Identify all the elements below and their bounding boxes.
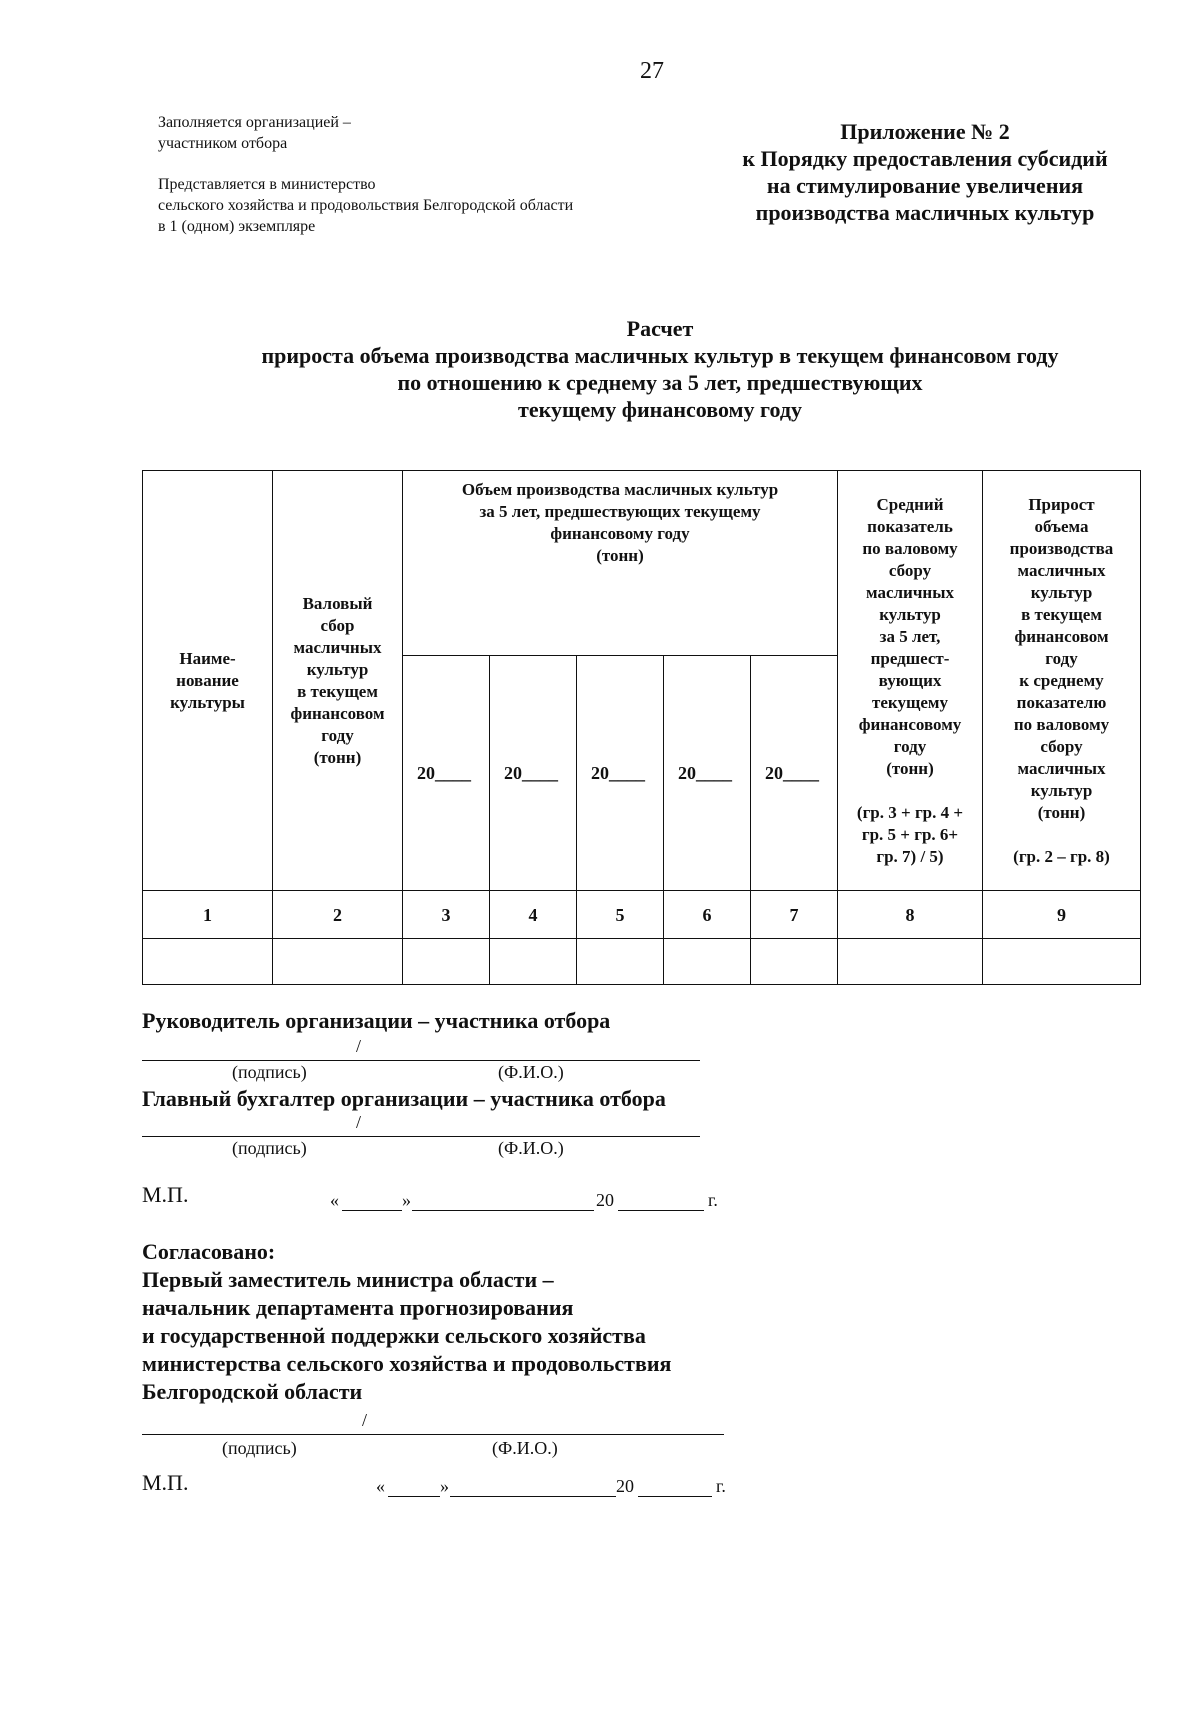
document-title: [150, 315, 1170, 423]
approval-line: Первый заместитель министра области –: [142, 1267, 554, 1292]
header-cell-line: [987, 824, 1136, 846]
approval-line: и государственной поддержки сельского хозяйства: [142, 1323, 646, 1348]
header-cell-line: (тонн): [313, 747, 362, 767]
empty-cell: [664, 939, 751, 985]
date-year-prefix: 20: [616, 1476, 634, 1496]
page-number: 27: [640, 58, 664, 84]
header-cell-line: сбор: [320, 615, 355, 635]
date-year-suffix: г.: [716, 1476, 726, 1496]
column-number: 3: [403, 891, 490, 939]
header-cell-line: [842, 780, 978, 802]
header-cell-line: Средний: [876, 494, 944, 514]
column-number: 8: [838, 891, 983, 939]
date-year-field[interactable]: [638, 1496, 712, 1497]
header-cell-line: финансовом: [290, 703, 385, 723]
header-cell-line: текущему: [872, 692, 948, 712]
appendix-line: Приложение № 2: [840, 119, 1010, 144]
title-line: прироста объема производства масличных культур в текущем финансовом году: [261, 343, 1059, 368]
date-month-field[interactable]: [412, 1210, 594, 1211]
header-cell-line: за 5 лет, предшествующих текущему: [479, 502, 761, 521]
date-month-field[interactable]: [450, 1496, 616, 1497]
calculation-table: [142, 470, 1141, 985]
left-header-line: Представляется в министерство: [158, 176, 376, 193]
left-header: [158, 112, 678, 237]
header-cell-line: (тонн): [1037, 802, 1086, 822]
approval-line: Белгородской области: [142, 1379, 363, 1404]
approval-signature-line[interactable]: [142, 1434, 724, 1435]
header-cell-line: объема: [1034, 516, 1089, 536]
header-cell-line: сбору: [1040, 736, 1083, 756]
header-crop-name: [143, 471, 273, 891]
header-cell-line: нование: [176, 670, 239, 690]
header-year-cell: 20____: [403, 656, 490, 891]
signature-caption: (подпись): [232, 1062, 307, 1082]
left-header-line: сельского хозяйства и продовольствия Белгородской области: [158, 197, 574, 214]
name-caption: (Ф.И.О.): [498, 1062, 564, 1082]
header-cell-line: Объем производства масличных культур: [461, 480, 779, 499]
column-number: 2: [273, 891, 403, 939]
header-cell-line: масличных: [1017, 560, 1106, 580]
approval-line: министерства сельского хозяйства и продовольствия: [142, 1351, 672, 1376]
title-line: по отношению к среднему за 5 лет, предшествующих: [397, 370, 923, 395]
date-quote-close: »: [440, 1476, 449, 1496]
header-cell-line: культур: [1030, 582, 1093, 602]
header-year-cell: 20____: [751, 656, 838, 891]
header-cell-line: культур: [1030, 780, 1093, 800]
head-signature-line[interactable]: [142, 1060, 700, 1061]
header-cell-line: финансовому году: [550, 524, 690, 543]
name-caption: (Ф.И.О.): [492, 1438, 558, 1458]
column-number: 4: [490, 891, 577, 939]
column-number: 1: [143, 891, 273, 939]
column-number: 9: [983, 891, 1141, 939]
seal-label: М.П.: [142, 1470, 189, 1495]
accountant-signature-title: Главный бухгалтер организации – участника отбора: [142, 1086, 666, 1111]
header-growth: [983, 471, 1141, 891]
header-cell-line: Наиме-: [179, 648, 236, 668]
date-day-field[interactable]: [342, 1210, 402, 1211]
approval-block: [142, 1238, 671, 1406]
appendix-line: производства масличных культур: [755, 200, 1095, 225]
table-row: [143, 939, 1141, 985]
left-header-line: участником отбора: [158, 135, 288, 152]
empty-cell: [577, 939, 664, 985]
appendix-line: к Порядку предоставления субсидий: [742, 146, 1108, 171]
appendix-header: [690, 118, 1160, 226]
header-gross-yield: [273, 471, 403, 891]
header-cell-line: за 5 лет,: [879, 626, 941, 646]
date-quote-open: «: [330, 1190, 339, 1210]
header-cell-line: вующих: [878, 670, 942, 690]
empty-cell: [983, 939, 1141, 985]
header-cell-line: (тонн): [886, 758, 934, 778]
empty-cell: [751, 939, 838, 985]
signature-caption: (подпись): [222, 1438, 297, 1458]
header-cell-line: (тонн): [596, 546, 644, 565]
header-cell-line: культуры: [170, 692, 245, 712]
header-average: [838, 471, 983, 891]
header-cell-line: году: [1045, 648, 1078, 668]
header-cell-line: году: [893, 736, 927, 756]
header-cell-line: показателю: [1016, 692, 1107, 712]
head-signature-title: Руководитель организации – участника отбора: [142, 1008, 611, 1033]
column-number: 7: [751, 891, 838, 939]
accountant-signature-line[interactable]: [142, 1136, 700, 1137]
header-cell-line: финансовому: [858, 714, 962, 734]
signature-caption: (подпись): [232, 1138, 307, 1158]
header-cell-line: в текущем: [297, 681, 378, 701]
approval-line: начальник департамента прогнозирования: [142, 1295, 574, 1320]
header-cell-line: Прирост: [1028, 494, 1095, 514]
empty-cell: [490, 939, 577, 985]
header-cell-line: сбору: [888, 560, 932, 580]
header-cell-line: гр. 5 + гр. 6+: [861, 824, 959, 844]
name-caption: (Ф.И.О.): [498, 1138, 564, 1158]
signature-slash: /: [356, 1112, 362, 1132]
title-line: текущему финансовому году: [518, 397, 802, 422]
header-cell-line: масличных: [293, 637, 382, 657]
header-cell-line: финансовом: [1014, 626, 1109, 646]
approval-line: Согласовано:: [142, 1239, 276, 1264]
header-cell-line: масличных: [866, 582, 954, 602]
title-line: Расчет: [626, 316, 694, 341]
appendix-line: на стимулирование увеличения: [766, 173, 1084, 198]
header-cell-line: культур: [306, 659, 369, 679]
column-number: 6: [664, 891, 751, 939]
header-five-year-volume: [403, 471, 838, 656]
header-cell-line: по валовому: [862, 538, 958, 558]
empty-cell: [273, 939, 403, 985]
date-year-prefix: 20: [596, 1190, 614, 1210]
header-cell-line: производства: [1009, 538, 1114, 558]
header-cell-line: (гр. 2 – гр. 8): [1013, 846, 1110, 866]
date-quote-open: «: [376, 1476, 385, 1496]
header-cell-line: показатель: [867, 516, 953, 536]
header-cell-line: по валовому: [1013, 714, 1110, 734]
header-cell-line: году: [321, 725, 354, 745]
header-cell-line: культур: [879, 604, 941, 624]
header-cell-line: в текущем: [1021, 604, 1102, 624]
header-cell-line: гр. 7) / 5): [876, 846, 944, 866]
left-header-line: в 1 (одном) экземпляре: [158, 218, 316, 235]
empty-cell: [143, 939, 273, 985]
header-cell-line: Валовый: [302, 593, 373, 613]
column-number: 5: [577, 891, 664, 939]
header-cell-line: к среднему: [1019, 670, 1104, 690]
header-year-cell: 20____: [577, 656, 664, 891]
date-year-suffix: г.: [708, 1190, 718, 1210]
header-cell-line: масличных: [1017, 758, 1106, 778]
empty-cell: [838, 939, 983, 985]
header-year-cell: 20____: [490, 656, 577, 891]
column-number-row: [143, 891, 1141, 939]
header-cell-line: (гр. 3 + гр. 4 +: [856, 802, 964, 822]
left-header-line: Заполняется организацией –: [158, 114, 351, 131]
date-year-field[interactable]: [618, 1210, 704, 1211]
signature-slash: /: [362, 1410, 368, 1430]
header-cell-line: предшест-: [870, 648, 950, 668]
date-day-field[interactable]: [388, 1496, 440, 1497]
header-year-cell: 20____: [664, 656, 751, 891]
date-quote-close: »: [402, 1190, 411, 1210]
signature-slash: /: [356, 1036, 362, 1056]
empty-cell: [403, 939, 490, 985]
seal-label: М.П.: [142, 1182, 189, 1207]
